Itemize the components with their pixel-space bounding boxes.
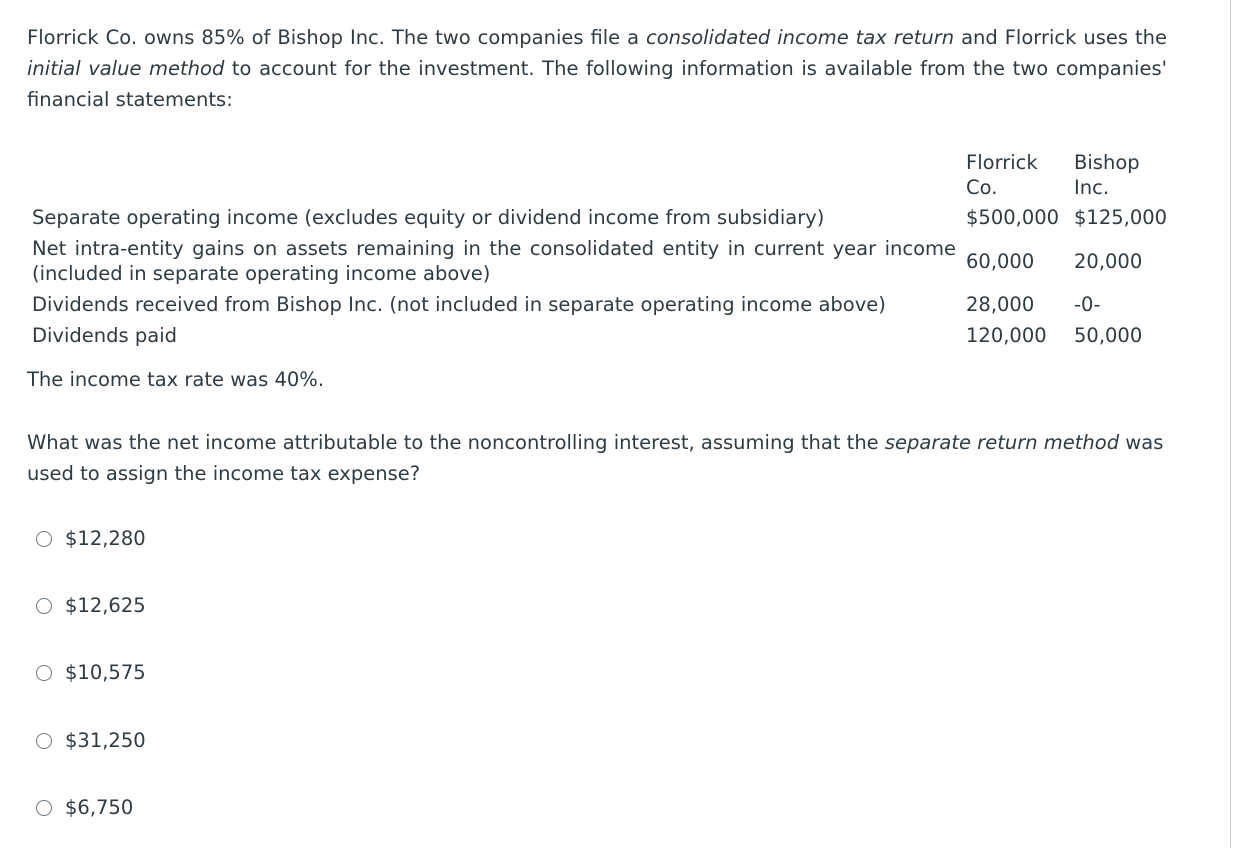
row-bishop-value: 20,000 — [1074, 249, 1143, 273]
intro-emphasis-2: initial value method — [27, 57, 225, 80]
row-label: Dividends received from Bishop Inc. (not included in separate operating income above) — [32, 293, 886, 316]
question-emphasis: separate return method — [884, 431, 1120, 454]
question-intro — [27, 22, 1167, 115]
table-row — [27, 289, 1174, 320]
intro-text-1: Florrick Co. owns 85% of Bishop Inc. The two companies file a — [27, 26, 647, 49]
row-florrick-value: 60,000 — [966, 249, 1035, 273]
radio-button[interactable] — [36, 598, 52, 614]
answer-label: $12,625 — [65, 594, 146, 617]
answer-label: $31,250 — [65, 729, 146, 752]
radio-button[interactable] — [36, 665, 52, 681]
radio-button[interactable] — [36, 733, 52, 749]
intro-emphasis-1: consolidated income tax return — [646, 26, 955, 49]
row-label: Dividends paid — [32, 324, 177, 347]
header-florrick-line1: Florrick — [966, 151, 1038, 174]
table-row — [27, 202, 1174, 233]
row-florrick-value: $500,000 — [966, 206, 1060, 229]
answer-option-1[interactable] — [36, 524, 146, 554]
table-header-bishop — [1069, 150, 1174, 202]
answer-option-5[interactable] — [36, 793, 133, 823]
table-header-row — [27, 150, 1174, 202]
answer-option-3[interactable] — [36, 658, 146, 688]
row-bishop-value: 50,000 — [1074, 324, 1143, 347]
answer-label: $12,280 — [65, 527, 146, 550]
table-header-blank — [27, 150, 961, 202]
row-label: Separate operating income (excludes equity or dividend income from subsidiary) — [32, 206, 825, 229]
table-row — [27, 320, 1174, 351]
answer-option-2[interactable] — [36, 591, 146, 621]
header-bishop-line2: Inc. — [1074, 176, 1110, 199]
intro-text-2: and Florrick uses the — [954, 26, 1167, 49]
row-florrick-value: 28,000 — [966, 293, 1035, 316]
row-bishop-value: $125,000 — [1074, 206, 1168, 229]
row-label: Net intra-entity gains on assets remaining in the consolidated entity in current year income (included in separate operating income above) — [32, 237, 956, 285]
answer-option-4[interactable] — [36, 726, 146, 756]
table-row — [27, 233, 1174, 289]
question-prompt — [27, 427, 1167, 489]
content-divider — [1230, 0, 1231, 848]
answer-label: $6,750 — [65, 796, 134, 819]
table-header-florrick — [961, 150, 1069, 202]
tax-rate-note: The income tax rate was 40%. — [27, 368, 325, 391]
row-bishop-value: -0- — [1074, 293, 1101, 316]
question-text-2: was used to assign the income tax expense? — [27, 431, 1164, 485]
question-text-1: What was the net income attributable to the noncontrolling interest, assuming that the — [27, 431, 885, 454]
answer-label: $10,575 — [65, 661, 146, 684]
intro-text-3: to account for the investment. The following information is available from the two companies' financial statements: — [27, 57, 1167, 111]
row-florrick-value: 120,000 — [966, 324, 1047, 347]
header-florrick-line2: Co. — [966, 176, 998, 199]
header-bishop-line1: Bishop — [1074, 151, 1140, 174]
radio-button[interactable] — [36, 800, 52, 816]
radio-button[interactable] — [36, 531, 52, 547]
financial-data-table — [27, 150, 1174, 351]
